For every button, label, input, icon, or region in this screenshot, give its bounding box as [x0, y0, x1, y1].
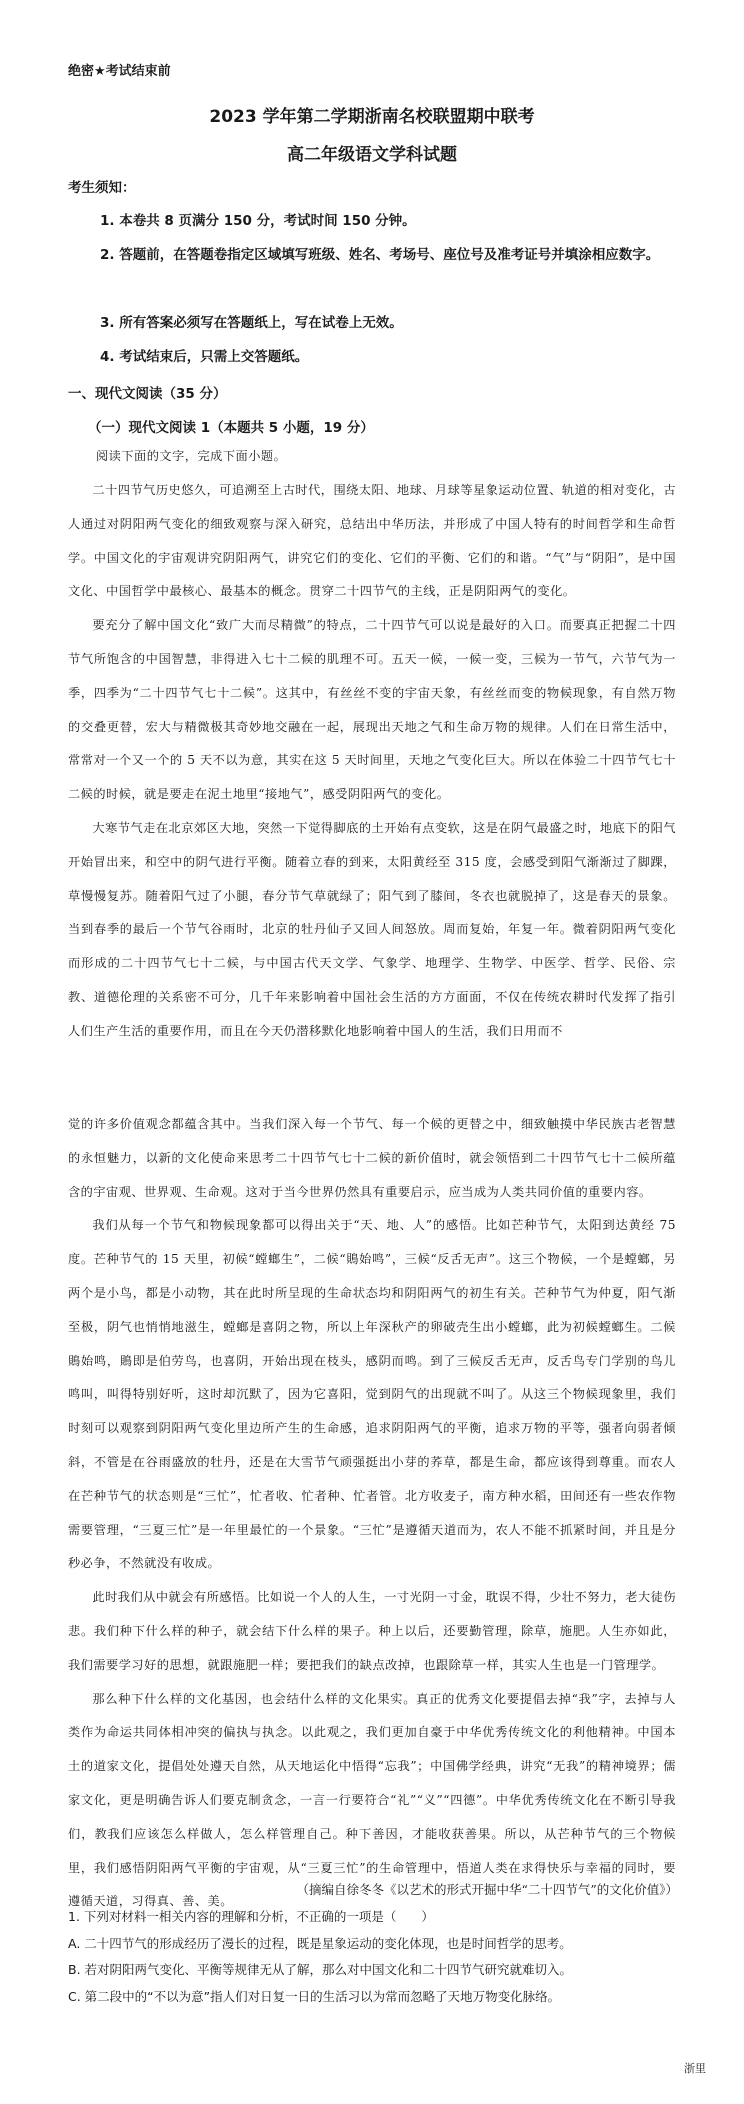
section-subheading: （一）现代文阅读 1（本题共 5 小题，19 分）	[88, 420, 374, 436]
option-a: A. 二十四节气的形成经历了漫长的过程，既是星象运动的变化体现，也是时间哲学的思考。	[68, 1935, 572, 1951]
notice-item-2	[100, 238, 670, 272]
exam-subtitle: 高二年级语文学科试题	[287, 145, 457, 165]
passage-block-2	[68, 1108, 676, 1919]
paragraph: 大寒节气走在北京郊区大地，突然一下觉得脚底的土开始有点变软，这是在阴气最盛之时，地底下的阳气开始冒出来，和空中的阴气进行平衡。随着立春的到来，太阳黄经至 315 度，会感受到阳气渐渐过了脚踝，草慢慢复苏。随着阳气过了小腿，春分节气草就绿了；阳气到了膝间，冬衣也就脱掉了，这是春天的景象。当到春季的最后一个节气谷雨时，北京的牡丹仙子又回人间怒放。周而复始，年复一年。微着阴阳两气变化而形成的二十四节气七十二候，与中国古代天文学、气象学、地理学、生物学、中医学、哲学、民俗、宗教、道德伦理的关系密不可分，几千年来影响着中国社会生活的方方面面，不仅在传统农耕时代发挥了指引人们生产生活的重要作用，而且在今天仍潜移默化地影响着中国人的生活，我们日用而不	[68, 820, 677, 1038]
paragraph: 此时我们从中就会有所感悟。比如说一个人的人生，一寸光阴一寸金，耽误不得，少壮不努力，老大徒伤悲。我们种下什么样的种子，就会结下什么样的果子。种上以后，还要勤管理，除草，施肥。人生亦如此，我们需要学习好的思想，就跟施肥一样；要把我们的缺点改掉，也跟除草一样，其实人生也是一门管理学。	[68, 1590, 677, 1672]
paragraph: 觉的许多价值观念都蕴含其中。当我们深入每一个节气、每一个候的更替之中，细致触摸中华民族古老智慧的永恒魅力，以新的文化使命来思考二十四节气七十二候的新价值时，就会领悟到二十四节气七十二候所蕴含的宇宙观、世界观、生命观。这对于当今世界仍然具有重要启示，应当成为人类共同价值的重要内容。	[68, 1117, 676, 1199]
notice-item-1: 1. 本卷共 8 页满分 150 分，考试时间 150 分钟。	[100, 213, 416, 229]
paragraph: 二十四节气历史悠久，可追溯至上古时代，围绕太阳、地球、月球等星象运动位置、轨道的相对变化，古人通过对阴阳两气变化的细致观察与深入研究，总结出中华历法，并形成了中国人特有的时间哲学和生命哲学。中国文化的宇宙观讲究阴阳两气，讲究它们的变化、它们的平衡、它们的和谐。“气”与“阴阳”，是中国文化、中国哲学中最核心、最基本的概念。贯穿二十四节气的主线，正是阴阳两气的变化。	[68, 483, 677, 599]
option-b: B. 若对阴阳两气变化、平衡等规律无从了解，那么对中国文化和二十四节气研究就难切入。	[68, 1962, 573, 1977]
exam-title: 2023 学年第二学期浙南名校联盟期中联考	[209, 107, 535, 127]
paragraph: 那么种下什么样的文化基因，也会结什么样的文化果实。真正的优秀文化要提倡去掉“我”字，去掉与人类作为命运共同体相冲突的偏执与执念。以此观之，我们更加自豪于中华优秀传统文化的利他精神。中国本土的道家文化，提倡处处遵天自然，从天地运化中悟得“忘我”；中国佛学经典，讲究“无我”的精神境界；儒家文化，更是明确告诉人们要克制贪念，一言一行要符合“礼”“义”“四德”。中华优秀传统文化在不断引导我们，教我们应该怎么样做人，怎么样管理自己。种下善因，才能收获善果。所以，从芒种节气的三个物候里，我们感悟阴阳两气平衡的宇宙观，从“三夏三忙”的生命管理中，悟道人类在求得快乐与幸福的同时，要遵循天道，习得真、善、美。	[68, 1691, 676, 1909]
notice-item-2-text: 2. 答题前，在答题卷指定区域填写班级、姓名、考场号、座位号及准考证号并填涂相应数字。	[100, 247, 660, 263]
question-stem: 1. 下列对材料一相关内容的理解和分析，不正确的一项是（ ）	[68, 1909, 434, 1924]
notice-item-3: 3. 所有答案必须写在答题纸上，写在试卷上无效。	[100, 315, 403, 331]
question-1	[68, 1904, 678, 2010]
passage-block-1	[68, 474, 676, 1049]
reading-instruction: 阅读下面的文字，完成下面小题。	[96, 449, 287, 463]
footer-label: 浙里	[684, 2062, 706, 2075]
paragraph: 要充分了解中国文化“致广大而尽精微”的特点，二十四节气可以说是最好的入口。而要真正把握二十四节气所饱含的中国智慧，非得进入七十二候的肌理不可。五天一候，一候一变，三候为一节气，六节气为一季，四季为“二十四节气七十二候”。这其中，有丝丝不变的宇宙天象，有丝丝而变的物候现象，有自然万物的交叠更替，宏大与精微极其奇妙地交融在一起，展现出天地之气和生命万物的规律。人们在日常生活中，常常对一个又一个的 5 天不以为意，其实在这 5 天时间里，天地之气变化巨大。所以在体验二十四节气七十二候的时候，就是要走在泥土地里“接地气”，感受阴阳两气的变化。	[68, 618, 676, 802]
notice-item-4: 4. 考试结束后，只需上交答题纸。	[100, 349, 309, 365]
option-c: C. 第二段中的“不以为意”指人们对日复一日的生活习以为常而忽略了天地万物变化脉络。	[68, 1988, 561, 2004]
source-citation: （摘编自徐冬冬《以艺术的形式开掘中华“二十四节气”的文化价值》）	[296, 1882, 678, 1897]
section-heading: 一、现代文阅读（35 分）	[68, 386, 227, 402]
paragraph: 我们从每一个节气和物候现象都可以得出关于“天、地、人”的感悟。比如芒种节气，太阳到达黄经 75 度。芒种节气的 15 天里，初候“螳螂生”，二候“鵙始鸣”，三候“反舌无声”。这三个物候，一个是螳螂，另两个是小鸟，都是小动物，其在此时所呈现的生命状态均和阴阳两气的初生有关。芒种节气为仲夏，阳气渐至极，阴气也悄悄地滋生，螳螂是喜阴之物，所以上年深秋产的卵破壳生出小螳螂，此为初候螳螂生。二候鵙始鸣，鵙即是伯劳鸟，也喜阴，开始出现在枝头，感阴而鸣。到了三候反舌无声，反舌鸟专门学别的鸟儿鸣叫，叫得特别好听，这时却沉默了，因为它喜阳，觉到阴气的出现就不叫了。从这三个物候现象里，我们时刻可以观察到阴阳两气变化里边所产生的生命感，追求阴阳两气的平衡，追求万物的平等，强者向弱者倾斜，不管是在谷雨盛放的牡丹，还是在大雪节气顽强挺出小芽的荞草，都是生命，都应该得到尊重。而农人在芒种节气的状态则是“三忙”，忙者收、忙者种、忙者管。北方收麦子，南方种水稻，田间还有一些农作物需要管理，“三夏三忙”是一年里最忙的一个景象。“三忙”是遵循天道而为，农人不能不抓紧时间，并且是分秒必争，不然就没有收成。	[68, 1218, 676, 1571]
secret-mark: 绝密★考试结束前	[68, 64, 171, 79]
notice-heading: 考生须知：	[68, 180, 136, 196]
